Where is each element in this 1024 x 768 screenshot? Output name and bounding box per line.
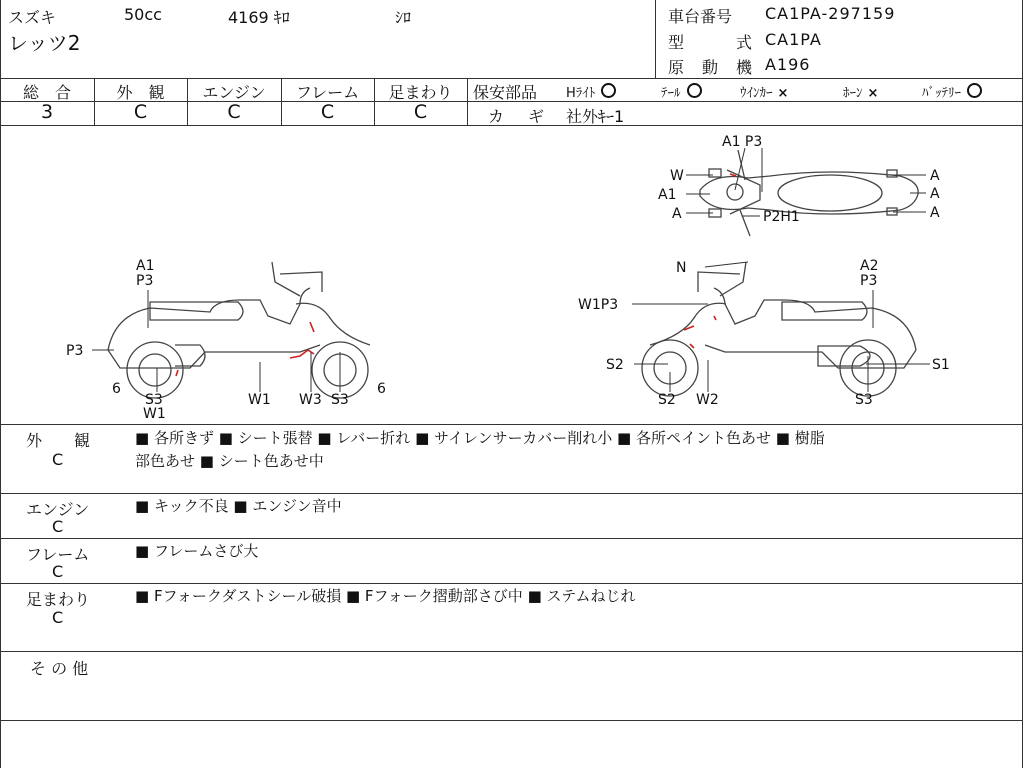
divider-header	[0, 78, 1023, 79]
diagram-label: S3	[855, 392, 873, 408]
damage-diagram	[0, 126, 1022, 424]
divider-exterior	[0, 493, 1023, 494]
grade-col-divider	[467, 79, 468, 126]
section-grade-frame: C	[52, 562, 64, 581]
diagram-label: W	[670, 168, 684, 184]
grade-value-overall: 3	[40, 101, 54, 123]
scooter-top-view	[700, 150, 918, 236]
engine-value: A196	[765, 55, 811, 74]
section-notes-engine: ■ キック不良 ■ エンジン音中	[135, 497, 342, 515]
section-notes-frame: ■ フレームさび大	[135, 542, 259, 560]
safety-label: 保安部品	[473, 83, 538, 102]
grade-label-exterior: 外 観	[116, 83, 165, 102]
section-grade-suspension: C	[52, 608, 64, 627]
divider-other	[0, 720, 1023, 721]
grade-value-exterior: C	[133, 101, 148, 123]
section-label-exterior: 外 観	[26, 431, 91, 450]
section-label-other: そ の 他	[30, 659, 89, 678]
engine-label-3: 機	[736, 58, 753, 77]
type-value: CA1PA	[765, 30, 822, 49]
diagram-label: P2H1	[763, 209, 800, 225]
displacement: 50cc	[124, 5, 162, 24]
maker: スズキ	[8, 8, 57, 27]
grade-value-suspension: C	[413, 101, 428, 123]
diagram-label: A	[930, 186, 940, 202]
diagram-label: A1	[136, 258, 155, 274]
diagram-label: A	[930, 205, 940, 221]
section-grade-engine: C	[52, 517, 64, 536]
grade-value-engine: C	[227, 101, 241, 123]
diagram-label: W3	[299, 392, 322, 408]
ok-mark-icon	[601, 83, 616, 98]
frame-no: CA1PA-297159	[765, 4, 896, 23]
type-label-2: 式	[736, 33, 753, 52]
diagram-label: A1	[658, 187, 677, 203]
leader-lines	[92, 148, 930, 392]
diagram-label: 6	[377, 381, 386, 397]
diagram-label: 6	[112, 381, 121, 397]
diagram-label: W2	[696, 392, 719, 408]
header-divider	[655, 0, 656, 79]
type-label-1: 型	[668, 33, 685, 52]
diagram-label: P3	[66, 343, 84, 359]
diagram-label: P3	[136, 273, 154, 289]
diagram-label: W1	[143, 406, 166, 422]
divider-diagram	[0, 424, 1023, 425]
divider-frame	[0, 583, 1023, 584]
key-label-1: カ	[488, 107, 505, 126]
diagram-label: W1	[248, 392, 271, 408]
frame-no-label: 車台番号	[668, 7, 733, 26]
diagram-label: S2	[606, 357, 624, 373]
diagram-label: N	[676, 260, 687, 276]
grade-label-suspension: 足まわり	[388, 83, 453, 102]
diagram-label: A	[672, 206, 682, 222]
mileage: 4169 ｷﾛ	[228, 8, 290, 27]
ng-mark-icon: ×	[777, 86, 789, 101]
safety-horn: ﾎｰﾝ ×	[843, 86, 879, 101]
divider-engine	[0, 538, 1023, 539]
safety-tail: ﾃｰﾙ	[661, 82, 702, 101]
ok-mark-icon	[687, 83, 702, 98]
ng-mark-icon: ×	[867, 86, 879, 101]
safety-headlight: Hﾗｲﾄ	[566, 82, 616, 101]
key-value: 社外ｷｰ1	[566, 107, 625, 126]
diagram-label: S1	[932, 357, 950, 373]
diagram-label: S2	[658, 392, 676, 408]
engine-label-2: 動	[702, 58, 719, 77]
section-label-suspension: 足まわり	[26, 590, 91, 609]
section-grade-exterior: C	[52, 450, 64, 469]
color: ｼﾛ	[395, 8, 412, 27]
grade-label-engine: エンジン	[202, 83, 266, 102]
ok-mark-icon	[967, 83, 982, 98]
safety-battery: ﾊﾞｯﾃﾘｰ	[922, 82, 982, 101]
frame-right	[1022, 0, 1023, 768]
diagram-label: A	[930, 168, 940, 184]
model-name: レッツ2	[8, 31, 81, 55]
diagram-label: S3	[331, 392, 349, 408]
section-notes-exterior-cont: 部色あせ ■ シート色あせ中	[135, 452, 324, 470]
diagram-label: A1 P3	[722, 134, 763, 150]
diagram-label: A2	[860, 258, 879, 274]
section-notes-exterior: ■ 各所きず ■ シート張替 ■ レバー折れ ■ サイレンサーカバー削れ小 ■ 各所ペイント色あせ ■ 樹脂	[135, 429, 825, 447]
section-notes-suspension: ■ Fフォークダストシール破損 ■ Fフォーク摺動部さび中 ■ ステムねじれ	[135, 587, 636, 605]
damage-marks	[176, 174, 736, 376]
grade-label-frame: フレーム	[295, 83, 360, 102]
safety-winker: ｳｲﾝｶｰ ×	[740, 86, 789, 101]
key-label-2: ギ	[528, 107, 545, 126]
engine-label-1: 原	[668, 58, 685, 77]
section-label-engine: エンジン	[26, 500, 90, 519]
grade-label-overall: 総 合	[22, 83, 71, 102]
diagram-label: P3	[860, 273, 878, 289]
section-label-frame: フレーム	[26, 545, 90, 564]
divider-suspension	[0, 651, 1023, 652]
diagram-label: S3	[145, 392, 163, 408]
grade-value-frame: C	[320, 101, 335, 123]
diagram-label: W1P3	[578, 297, 619, 313]
